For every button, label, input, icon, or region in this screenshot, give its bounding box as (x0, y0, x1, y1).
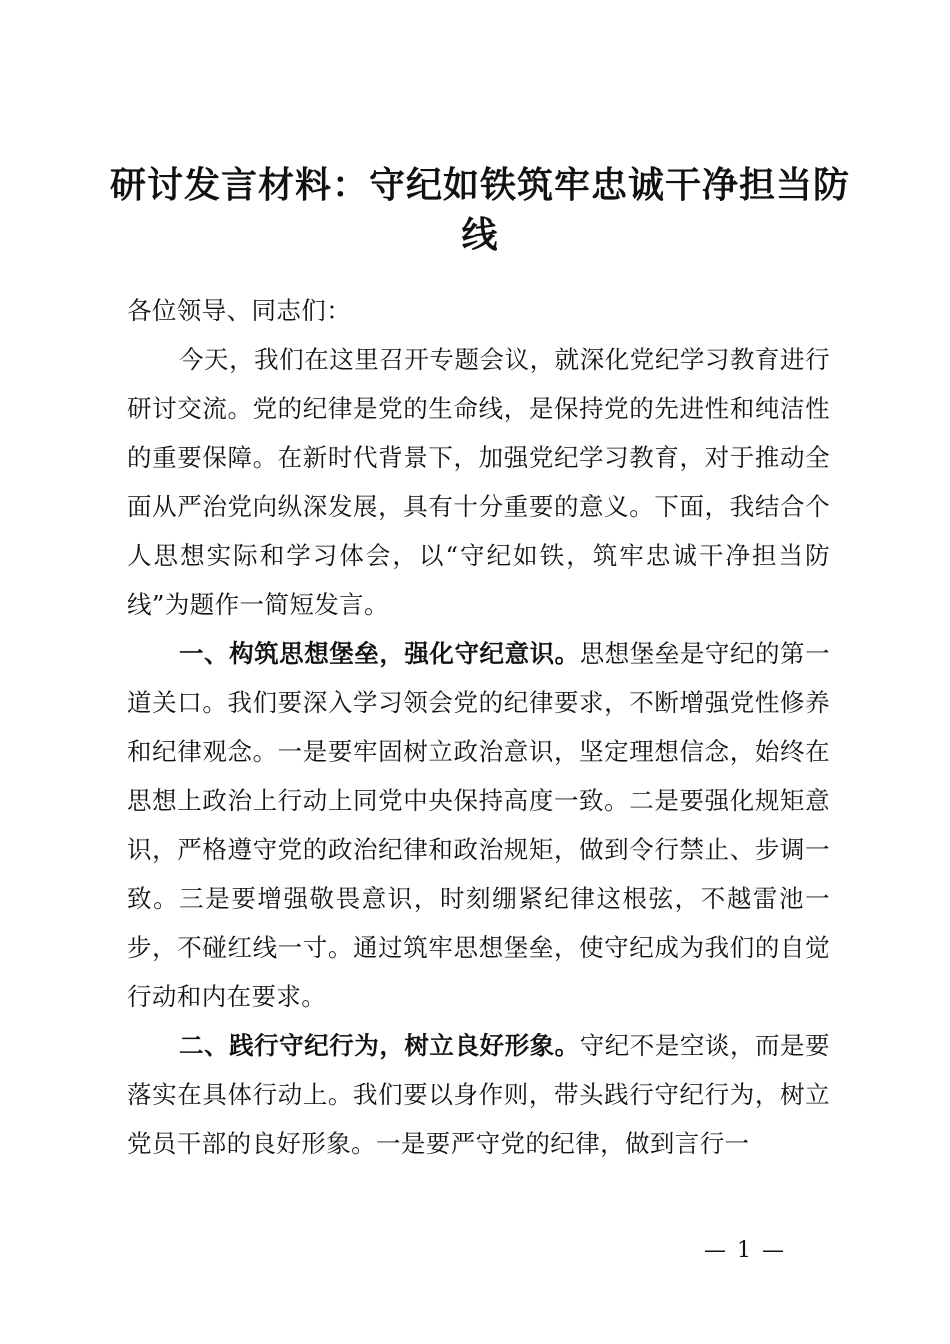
intro-paragraph: 今天，我们在这里召开专题会议，就深化党纪学习教育进行研讨交流。党的纪律是党的生命线，是保持党的先进性和纯洁性的重要保障。在新时代背景下，加强党纪学习教育，对于推动全面从严治党向纵深发展，具有十分重要的意义。下面，我结合个人思想实际和学习体会，以“守纪如铁，筑牢忠诚干净担当防线”为题作一简短发言。 (127, 345, 830, 619)
section-1-body: 思想堡垒是守纪的第一道关口。我们要深入学习领会党的纪律要求，不断增强党性修养和纪律观念。一是要牢固树立政治意识，坚定理想信念，始终在思想上政治上行动上同党中央保持高度一致。二是要强化规矩意识，严格遵守党的政治纪律和政治规矩，做到令行禁止、步调一致。三是要增强敬畏意识，时刻绷紧纪律这根弦，不越雷池一步，不碰红线一寸。通过筑牢思想堡垒，使守纪成为我们的自觉行动和内在要求。 (127, 639, 830, 1011)
document-body (127, 286, 830, 1168)
section-2-paragraph (127, 1021, 830, 1168)
section-2-body: 守纪不是空谈，而是要落实在具体行动上。我们要以身作则，带头践行守纪行为，树立党员干部的良好形象。一是要严守党的纪律，做到言行一 (127, 1031, 830, 1158)
section-1-paragraph (127, 629, 830, 1021)
section-2-heading: 二、践行守纪行为，树立良好形象。 (179, 1031, 580, 1060)
document-title: 研讨发言材料：守纪如铁筑牢忠诚干净担当防线 (110, 164, 851, 256)
section-1-heading: 一、构筑思想堡垒，强化守纪意识。 (179, 639, 580, 668)
greeting: 各位领导、同志们： (127, 296, 352, 325)
page-number: — 1 — (704, 1238, 786, 1263)
